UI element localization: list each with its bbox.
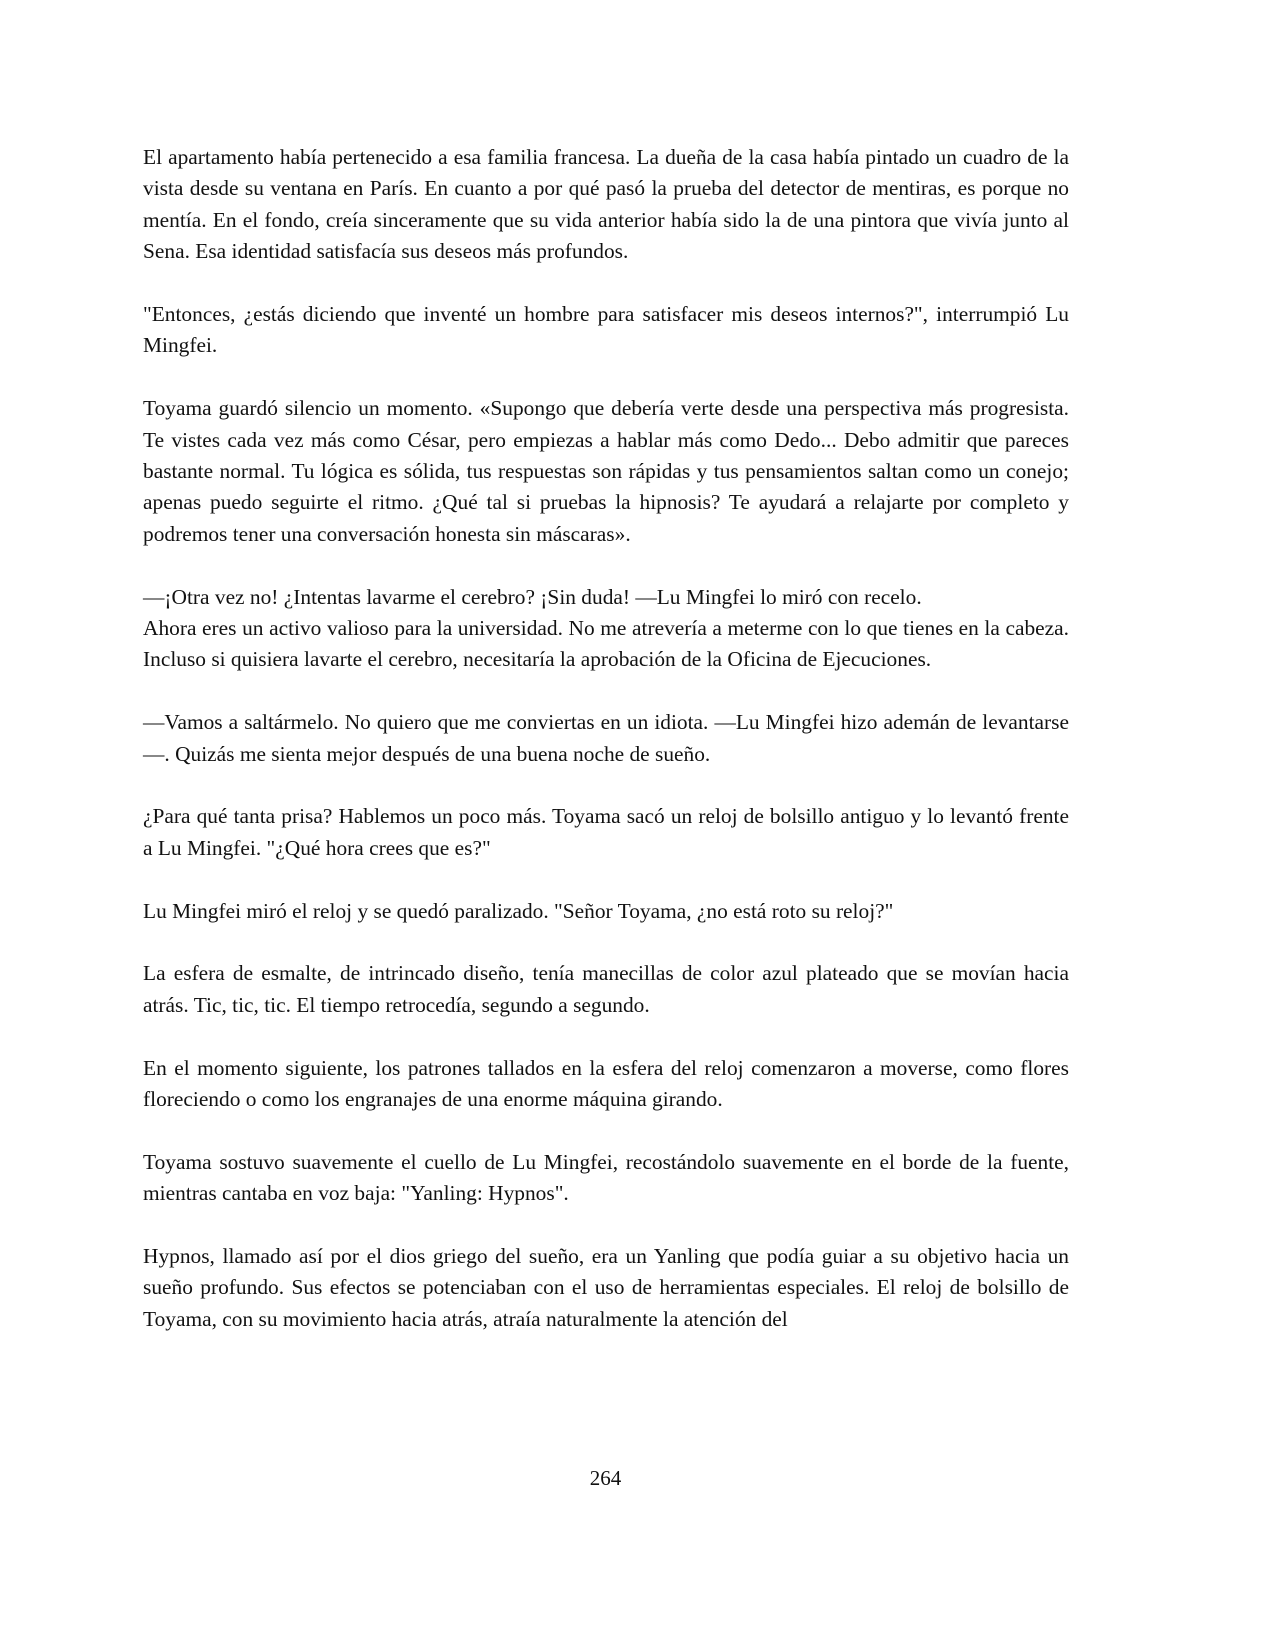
paragraph: Hypnos, llamado así por el dios griego del sueño, era un Yanling que podía guiar a su objetivo hacia un sueño profundo. Sus efectos se potenciaban con el uso de herramientas especiales. El reloj de bolsillo de Toyama, con su movimiento hacia atrás, atraía naturalmente la atención del <box>143 1244 1069 1331</box>
paragraph: Lu Mingfei miró el reloj y se quedó paralizado. "Señor Toyama, ¿no está roto su reloj?" <box>143 898 894 923</box>
paragraph: Toyama guardó silencio un momento. «Supongo que debería verte desde una perspectiva más progresista. Te vistes cada vez más como César, pero empiezas a hablar más como Dedo... Debo admitir que pareces bastante normal. Tu lógica es sólida, tus respuestas son rápidas y tus pensamientos saltan como un conejo; apenas puedo seguirte el ritmo. ¿Qué tal si pruebas la hipnosis? Te ayudará a relajarte por completo y podremos tener una conversación honesta sin máscaras». <box>143 396 1069 546</box>
paragraph-continuation: Ahora eres un activo valioso para la universidad. No me atrevería a meterme con lo que tienes en la cabeza. Incluso si quisiera lavarte el cerebro, necesitaría la aprobación de la Oficina de Ejecuciones. <box>143 616 1069 672</box>
paragraph-line: —¡Otra vez no! ¿Intentas lavarme el cerebro? ¡Sin duda! —Lu Mingfei lo miró con recelo. <box>143 584 922 609</box>
paragraph: "Entonces, ¿estás diciendo que inventé un hombre para satisfacer mis deseos internos?", interrumpió Lu Mingfei. <box>143 302 1069 358</box>
paragraph: En el momento siguiente, los patrones tallados en la esfera del reloj comenzaron a moverse, como flores floreciendo o como los engranajes de una enorme máquina girando. <box>143 1055 1069 1112</box>
page-body <box>143 142 1069 1367</box>
paragraph <box>143 582 1069 676</box>
paragraph: —Vamos a saltármelo. No quiero que me conviertas en un idiota. —Lu Mingfei hizo ademán de levantarse—. Quizás me sienta mejor después de una buena noche de sueño. <box>143 710 1069 766</box>
paragraph: La esfera de esmalte, de intrincado diseño, tenía manecillas de color azul plateado que se movían hacia atrás. Tic, tic, tic. El tiempo retrocedía, segundo a segundo. <box>143 961 1069 1017</box>
paragraph: Toyama sostuvo suavemente el cuello de Lu Mingfei, recostándolo suavemente en el borde de la fuente, mientras cantaba en voz baja: "Yanling: Hypnos". <box>143 1149 1069 1206</box>
page-number: 264 <box>589 1466 622 1490</box>
paragraph: El apartamento había pertenecido a esa familia francesa. La dueña de la casa había pintado un cuadro de la vista desde su ventana en París. En cuanto a por qué pasó la prueba del detector de mentiras, es porque no mentía. En el fondo, creía sinceramente que su vida anterior había sido la de una pintora que vivía junto al Sena. Esa identidad satisfacía sus deseos más profundos. <box>143 145 1069 264</box>
paragraph: ¿Para qué tanta prisa? Hablemos un poco más. Toyama sacó un reloj de bolsillo antiguo y lo levantó frente a Lu Mingfei. "¿Qué hora crees que es?" <box>143 804 1069 860</box>
